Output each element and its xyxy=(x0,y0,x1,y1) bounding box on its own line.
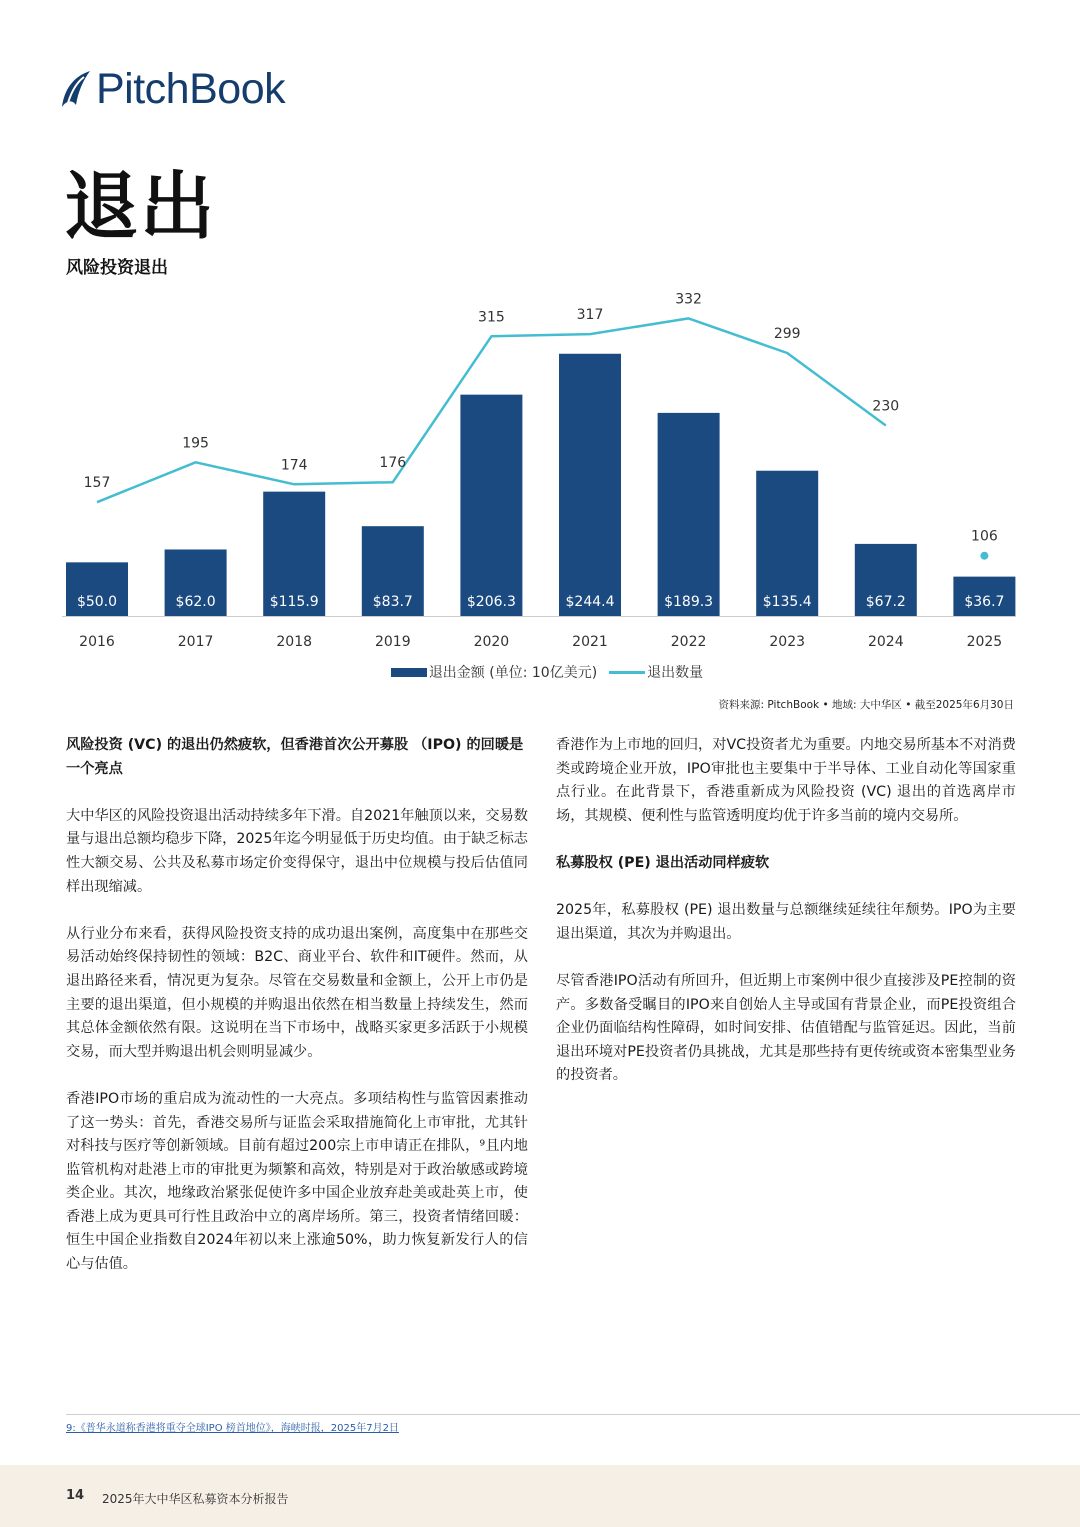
line-label-2016: 157 xyxy=(83,475,111,492)
brand-name: PitchBook xyxy=(96,64,286,113)
bar-label-2019: $83.7 xyxy=(372,594,413,610)
chart-source: 资料来源: PitchBook • 地域: 大中华区 • 截至2025年6月30日 xyxy=(718,699,1014,711)
bar-label-2016: $50.0 xyxy=(76,594,118,610)
x-tick-2020: 2020 xyxy=(473,634,510,650)
line-label-2017: 195 xyxy=(182,435,209,452)
line-label-2024: 230 xyxy=(872,398,900,415)
legend-item-bar xyxy=(377,662,597,682)
bar-label-2017: $62.0 xyxy=(175,594,216,610)
exits-chart xyxy=(0,280,1080,660)
line-label-2021: 317 xyxy=(576,307,604,324)
line-label-2023: 299 xyxy=(773,326,801,343)
legend-line-label: 退出数量 xyxy=(647,665,704,681)
right-paragraph-2: 2025年，私募股权 (PE) 退出数量与总额继续延续往年颓势。IPO为主要退出渠道，其次为并购退出。 xyxy=(556,902,1016,942)
page-number: 14 xyxy=(66,1488,85,1503)
right-heading: 私募股权 (PE) 退出活动同样疲软 xyxy=(556,854,770,871)
x-tick-2025: 2025 xyxy=(966,634,1003,650)
bar-label-2024: $67.2 xyxy=(865,594,906,610)
chart-legend xyxy=(0,662,1080,682)
bar-label-2022: $189.3 xyxy=(664,594,714,610)
report-name: 2025年大中华区私募资本分析报告 xyxy=(102,1492,289,1506)
left-paragraph-2: 从行业分布来看，获得风险投资支持的成功退出案例，高度集中在那些交易活动始终保持韧性的领域：B2C、商业平台、软件和IT硬件。然而，从退出路径来看，情况更为复杂。尽管在交易数量和金额上，公开上市仍是主要的退出渠道，但小规模的并购退出依然在相当数量上持续发生，然而其总体金额依然有限。这说明在当下市场中，战略买家更多活跃于小规模交易，而大型并购退出机会则明显减少。 xyxy=(66,925,528,1060)
x-tick-2024: 2024 xyxy=(867,634,904,650)
legend-item-line xyxy=(597,662,703,682)
line-label-2018: 174 xyxy=(280,457,308,474)
bar-label-2023: $135.4 xyxy=(762,594,812,610)
x-tick-2017: 2017 xyxy=(177,634,214,650)
left-paragraph-1: 大中华区的风险投资退出活动持续多年下滑。自2021年触顶以来，交易数量与退出总额均稳步下降，2025年迄今明显低于历史均值。由于缺乏标志性大额交易、公共及私募市场定价变得保守，退出中位规模与投后估值同样出现缩减。 xyxy=(66,807,528,895)
legend-bar-label: 退出金额 (单位: 10亿美元) xyxy=(428,665,598,681)
x-tick-2021: 2021 xyxy=(572,634,608,650)
legend-bar-swatch xyxy=(391,668,427,677)
bar-label-2021: $244.4 xyxy=(565,594,615,610)
chart-title: 风险投资退出 xyxy=(66,258,168,278)
footnote-divider xyxy=(66,1414,1080,1415)
right-column xyxy=(556,734,1016,1112)
bar-2020 xyxy=(460,395,522,616)
bar-label-2020: $206.3 xyxy=(466,594,516,610)
pitchbook-leaf-icon xyxy=(58,69,92,109)
x-tick-2016: 2016 xyxy=(79,634,115,650)
legend-line-swatch xyxy=(609,671,645,674)
line-label-2019: 176 xyxy=(379,455,407,472)
line-point-2025 xyxy=(980,552,988,560)
bar-label-2025: $36.7 xyxy=(964,594,1005,610)
line-label-2025: 106 xyxy=(971,528,998,545)
x-tick-2022: 2022 xyxy=(670,634,707,650)
footnote-link[interactable]: 9:《普华永道称香港将重夺全球IPO 榜首地位》，海峡时报，2025年7月2日 xyxy=(66,1423,399,1434)
line-label-2020: 315 xyxy=(478,309,505,326)
left-heading: 风险投资 (VC) 的退出仍然疲软，但香港首次公开募股 （IPO) 的回暖是一个亮点 xyxy=(66,737,524,777)
x-tick-2018: 2018 xyxy=(276,634,313,650)
bar-label-2018: $115.9 xyxy=(269,594,319,610)
line-label-2022: 332 xyxy=(675,291,702,308)
left-column xyxy=(66,734,528,1300)
bar-2021 xyxy=(559,354,621,616)
pitchbook-logo xyxy=(58,66,285,112)
bar-2022 xyxy=(658,413,720,616)
x-tick-2019: 2019 xyxy=(374,634,411,650)
x-tick-2023: 2023 xyxy=(769,634,806,650)
page-title: 退出 xyxy=(64,164,216,250)
right-paragraph-1: 香港作为上市地的回归，对VC投资者尤为重要。内地交易所基本不对消费类或跨境企业开放，IPO审批也主要集中于半导体、工业自动化等国家重点行业。在此背景下，香港重新成为风险投资 (VC) 退出的首选离岸市场，其规模、便利性与监管透明度均优于许多当前的境内交易所。 xyxy=(556,737,1016,824)
page-footer xyxy=(0,1465,1080,1527)
right-paragraph-3: 尽管香港IPO活动有所回升，但近期上市案例中很少直接涉及PE控制的资产。多数备受瞩目的IPO来自创始人主导或国有背景企业，而PE投资组合企业仍面临结构性障碍，如时间安排、估值错配与监管延迟。因此，当前退出环境对PE投资者仍具挑战，尤其是那些持有更传统或资本密集型业务的投资者。 xyxy=(556,972,1016,1084)
left-paragraph-3: 香港IPO市场的重启成为流动性的一大亮点。多项结构性与监管因素推动了这一势头：首先，香港交易所与证监会采取措施简化上市审批，尤其针对科技与医疗等创新领域。目前有超过200宗上市申请正在排队，⁹且内地监管机构对赴港上市的审批更为频繁和高效，特别是对于政治敏感或跨境类企业。其次，地缘政治紧张促使许多中国企业放弃赴美或赴英上市，使香港上成为更具可行性且政治中立的离岸场所。第三，投资者情绪回暖：恒生中国企业指数自2024年初以来上涨逾50%，助力恢复新发行人的信心与估值。 xyxy=(66,1090,528,1273)
